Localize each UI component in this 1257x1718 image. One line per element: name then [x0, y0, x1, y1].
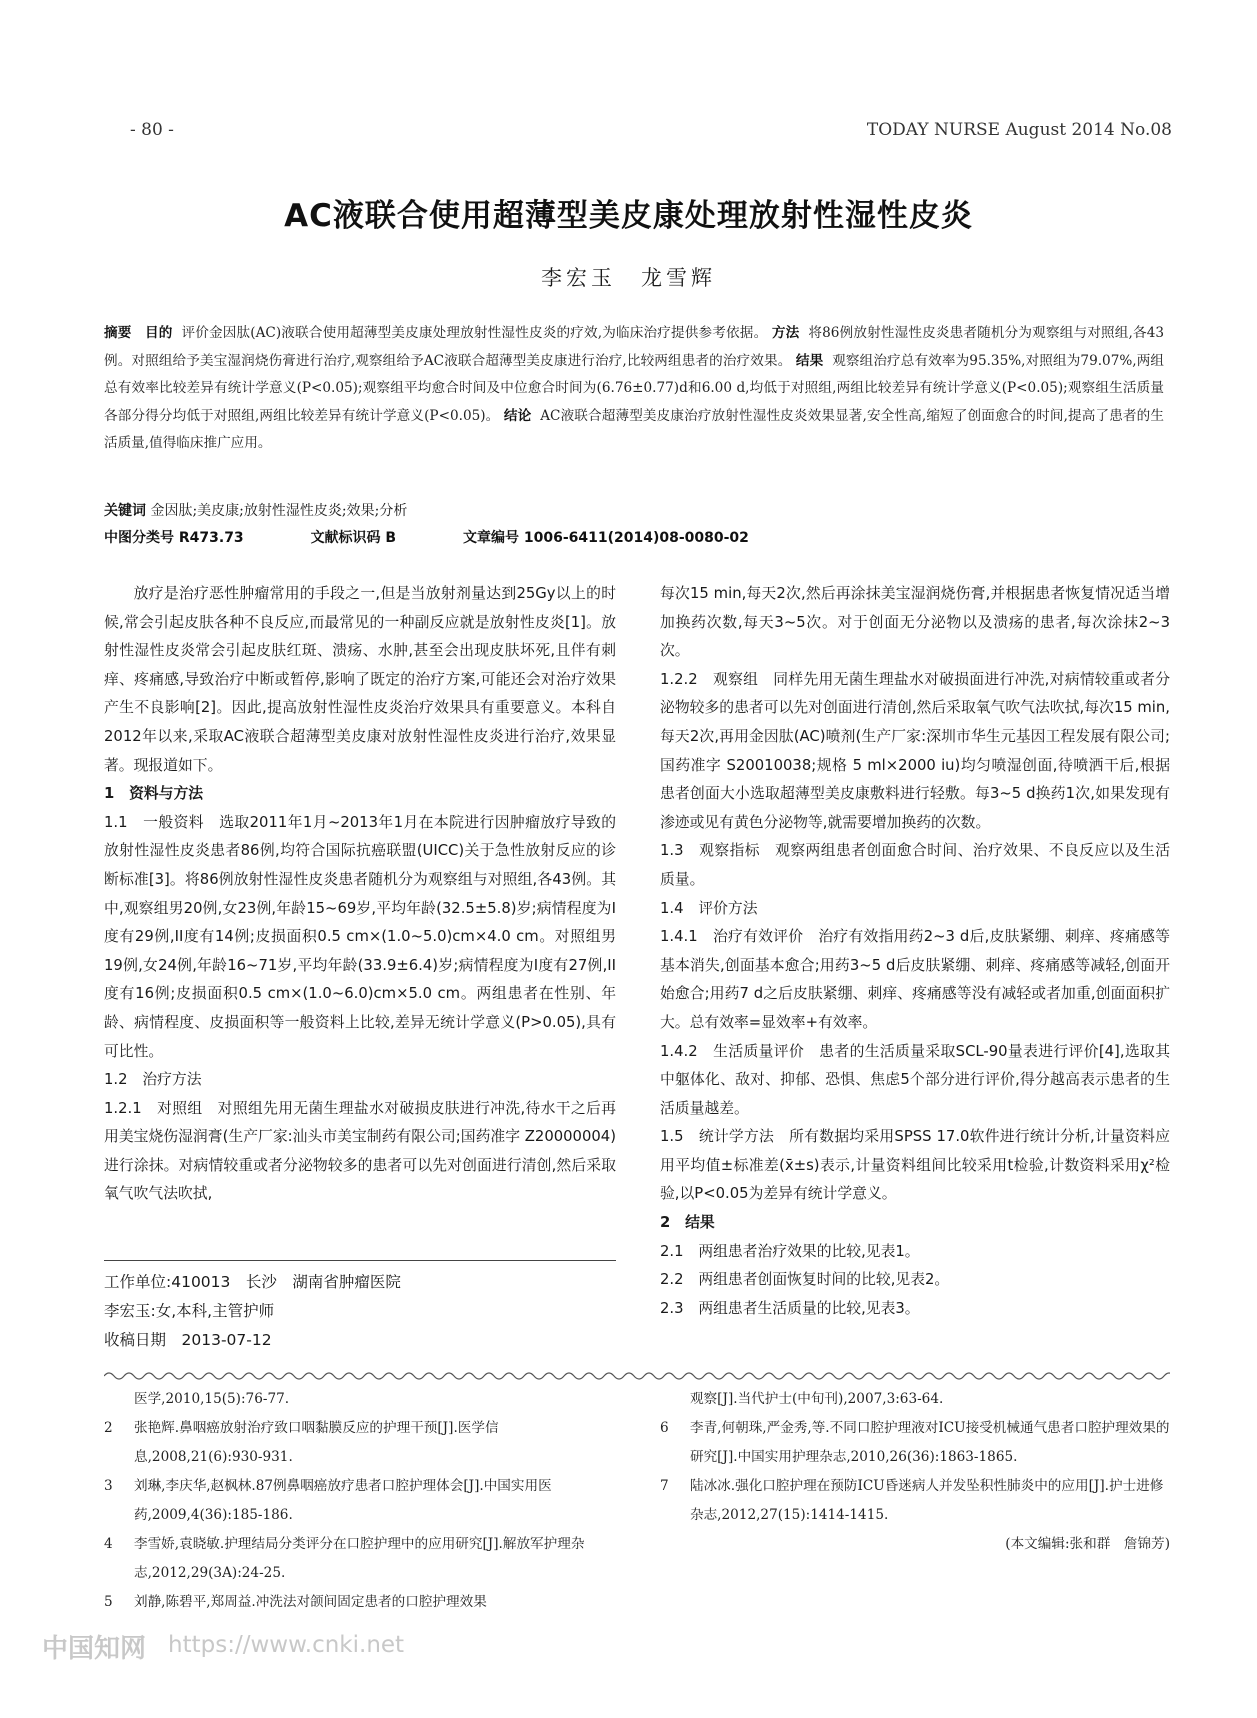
abstract-purpose: 评价金因肽(AC)液联合使用超薄型美皮康处理放射性湿性皮炎的疗效,为临床治疗提供参考依据。: [181, 325, 768, 341]
intro-paragraph: 放疗是治疗恶性肿瘤常用的手段之一,但是当放射剂量达到25Gy以上的时候,常会引起皮肤各种不良反应,而最常见的一种副反应就是放射性皮炎[1]。放射性湿性皮炎常会引起皮肤红斑、溃疡、水肿,甚至会出现皮肤坏死,且伴有刺痒、疼痛感,导致治疗中断或暂停,影响了既定的治疗方案,可能还会对治疗效果产生不良影响[2]。因此,提高放射性湿性皮炎治疗效果具有重要意义。本科自2012年以来,采取AC液联合超薄型美皮康对放射性湿性皮炎进行治疗,效果显著。现报道如下。: [104, 585, 616, 774]
body-column-left: [104, 580, 616, 1209]
reference-text: 李雪娇,袁晓敏.护理结局分类评分在口腔护理中的应用研究[J].解放军护理杂志,2012,29(3A):24-25.: [134, 1536, 585, 1581]
paragraph: 1.4.1 治疗有效评价 治疗有效指用药2~3 d后,皮肤紧绷、刺痒、疼痛感等基本消失,创面基本愈合;用药3~5 d后皮肤紧绷、刺痒、疼痛感等减轻,创面开始愈合;用药7 d之后皮肤紧绷、刺痒、疼痛感等没有减轻或者加重,创面面积扩大。总有效率=显效率+有效率。: [660, 928, 1170, 1031]
classification-line: [104, 527, 1164, 547]
reference-text: 刘琳,李庆华,赵枫林.87例鼻咽癌放疗患者口腔护理体会[J].中国实用医药,2009,4(36):185-186.: [134, 1478, 552, 1523]
section-heading: 2 结果: [660, 1214, 715, 1232]
wavy-divider: [104, 1370, 1170, 1382]
paragraph: 2.1 两组患者治疗效果的比较,见表1。: [660, 1242, 920, 1260]
reference-text: 观察[J].当代护士(中旬刊),2007,3:63-64.: [690, 1391, 944, 1407]
paragraph: 1.1 一般资料 选取2011年1月~2013年1月在本院进行因肿瘤放疗导致的放射性湿性皮炎患者86例,均符合国际抗癌联盟(UICC)关于急性放射反应的诊断标准[3]。将86例放射性湿性皮炎患者随机分为观察组与对照组,各43例。其中,观察组男20例,女23例,年龄15~69岁,平均年龄(32.5±5.8)岁;病情程度为I度有29例,II度有14例;皮损面积0.5 cm×(1.0~5.0)cm×4.0 cm。对照组男19例,女24例,年龄16~71岁,平均年龄(33.9±6.4)岁;病情程度为I度有27例,II度有16例;皮损面积0.5 cm×(1.0~6.0)cm×5.0 cm。两组患者在性别、年龄、病情程度、皮损面积等一般资料上比较,差异无统计学意义(P>0.05),具有可比性。: [104, 813, 616, 1060]
reference-item: [104, 1472, 624, 1530]
references-right: [660, 1385, 1170, 1559]
paragraph: 每次15 min,每天2次,然后再涂抹美宝湿润烧伤膏,并根据患者恢复情况适当增加换药次数,每天3~5次。对于创面无分泌物以及溃疡的患者,每次涂抹2~3次。: [660, 585, 1170, 660]
abstract-methods: 将86例放射性湿性皮炎患者随机分为观察组与对照组,各43例。对照组给予美宝湿润烧伤膏进行治疗,观察组给予AC液联合超薄型美皮康进行治疗,比较两组患者的治疗效果。: [104, 325, 1165, 369]
abstract-conclusion: AC液联合超薄型美皮康治疗放射性湿性皮炎效果显著,安全性高,缩短了创面愈合的时间,提高了患者的生活质量,值得临床推广应用。: [104, 407, 1164, 452]
abstract-label: 摘要: [104, 325, 132, 341]
keywords: [104, 500, 1164, 520]
section-heading: 1 资料与方法: [104, 785, 204, 803]
cnki-watermark-url: https://www.cnki.net: [168, 1632, 405, 1658]
author-affiliation: [104, 1268, 616, 1355]
work-unit: 工作单位:410013 长沙 湖南省肿瘤医院: [104, 1273, 401, 1291]
page-number: - 80 -: [130, 120, 174, 140]
reference-item: [104, 1385, 624, 1414]
paragraph: 1.2.1 对照组 对照组先用无菌生理盐水对破损皮肤进行冲洗,待水干之后再用美宝烧伤湿润膏(生产厂家:汕头市美宝制药有限公司;国药准字 Z20000004)进行涂抹。对病情较重或者分泌物较多的患者可以先对创面进行清创,然后采取氧气吹气法吹拭,: [104, 1099, 616, 1203]
article-number: 文章编号 1006-6411(2014)08-0080-02: [462, 530, 749, 546]
reference-text: 刘静,陈碧平,郑周益.冲洗法对颌间固定患者的口腔护理效果: [134, 1594, 487, 1610]
reference-number: 2: [104, 1420, 113, 1436]
received-date: 收稿日期 2013-07-12: [104, 1331, 272, 1349]
reference-number: 5: [104, 1594, 113, 1610]
reference-item: [104, 1414, 624, 1472]
author-info: 李宏玉:女,本科,主管护师: [104, 1302, 275, 1320]
reference-item: [104, 1530, 624, 1588]
reference-number: 3: [104, 1478, 113, 1494]
methods-label: 方法: [771, 325, 800, 341]
paragraph: 1.2.2 观察组 同样先用无菌生理盐水对破损面进行冲洗,对病情较重或者分泌物较多的患者可以先对创面进行清创,然后采取氧气吹气法吹拭,每次15 min,每天2次,再用金因肽(AC)喷剂(生产厂家:深圳市华生元基因工程发展有限公司;国药准字 S20010038;规格 5 ml×2000 iu)均匀喷湿创面,待喷洒干后,根据患者创面大小选取超薄型美皮康敷料进行轻敷。每3~5 d换药1次,如果发现有渗迹或见有黄色分泌物等,就需要增加换药的次数。: [660, 670, 1170, 831]
keywords-text: 金因肽;美皮康;放射性湿性皮炎;效果;分析: [150, 503, 408, 519]
reference-number: 7: [660, 1478, 669, 1494]
paragraph: 2.3 两组患者生活质量的比较,见表3。: [660, 1299, 920, 1317]
reference-text: 陆冰冰.强化口腔护理在预防ICU昏迷病人并发坠积性肺炎中的应用[J].护士进修杂志,2012,27(15):1414-1415.: [690, 1478, 1164, 1523]
article-authors: 李宏玉 龙雪辉: [541, 266, 716, 290]
reference-item: [660, 1472, 1170, 1530]
reference-item: [104, 1588, 624, 1617]
article-title: AC液联合使用超薄型美皮康处理放射性湿性皮炎: [284, 198, 973, 234]
reference-text: 张艳辉.鼻咽癌放射治疗致口咽黏膜反应的护理干预[J].医学信息,2008,21(6):930-931.: [134, 1420, 499, 1465]
paragraph: 1.5 统计学方法 所有数据均采用SPSS 17.0软件进行统计分析,计量资料应用平均值±标准差(x̄±s)表示,计量资料组间比较采用t检验,计数资料采用χ²检验,以P<0.05为差异有统计学意义。: [660, 1128, 1170, 1203]
paragraph: 1.3 观察指标 观察两组患者创面愈合时间、治疗效果、不良反应以及生活质量。: [660, 842, 1170, 888]
abstract-results: 观察组治疗总有效率为95.35%,对照组为79.07%,两组总有效率比较差异有统计学意义(P<0.05);观察组平均愈合时间及中位愈合时间为(6.76±0.77)d和6.00 d,均低于对照组,两组比较差异有统计学意义(P<0.05);观察组生活质量各部分得分均低于对照组,两组比较差异有统计学意义(P<0.05)。: [104, 352, 1165, 424]
subsection-heading: 1.2 治疗方法: [104, 1071, 202, 1089]
reference-item: [660, 1414, 1170, 1472]
results-label: 结果: [795, 352, 824, 369]
editor-note: (本文编辑:张和群 詹锦芳): [1005, 1536, 1170, 1552]
reference-number: 4: [104, 1536, 113, 1552]
body-column-right: [660, 580, 1170, 1323]
subsection-heading: 1.4 评价方法: [660, 899, 758, 917]
keywords-label: 关键词: [104, 503, 146, 519]
abstract: [104, 320, 1164, 458]
purpose-label: 目的: [145, 325, 173, 341]
reference-item: [660, 1385, 1170, 1414]
clc-number: 中图分类号 R473.73: [104, 530, 244, 546]
document-code: 文献标识码 B: [310, 530, 397, 546]
reference-text: 医学,2010,15(5):76-77.: [134, 1391, 290, 1407]
journal-header: TODAY NURSE August 2014 No.08: [866, 120, 1172, 140]
reference-text: 李青,何朝珠,严金秀,等.不同口腔护理液对ICU接受机械通气患者口腔护理效果的研究[J].中国实用护理杂志,2010,26(36):1863-1865.: [690, 1420, 1170, 1465]
reference-number: 6: [660, 1420, 669, 1436]
conclusion-label: 结论: [503, 407, 532, 424]
paragraph: 1.4.2 生活质量评价 患者的生活质量采取SCL-90量表进行评价[4],选取其中躯体化、敌对、抑郁、恐惧、焦虑5个部分进行评价,得分越高表示患者的生活质量越差。: [660, 1042, 1170, 1117]
references-left: [104, 1385, 624, 1617]
footnote-divider: [104, 1260, 616, 1261]
cnki-watermark-logo: 中国知网: [42, 1634, 147, 1664]
paragraph: 2.2 两组患者创面恢复时间的比较,见表2。: [660, 1271, 950, 1289]
